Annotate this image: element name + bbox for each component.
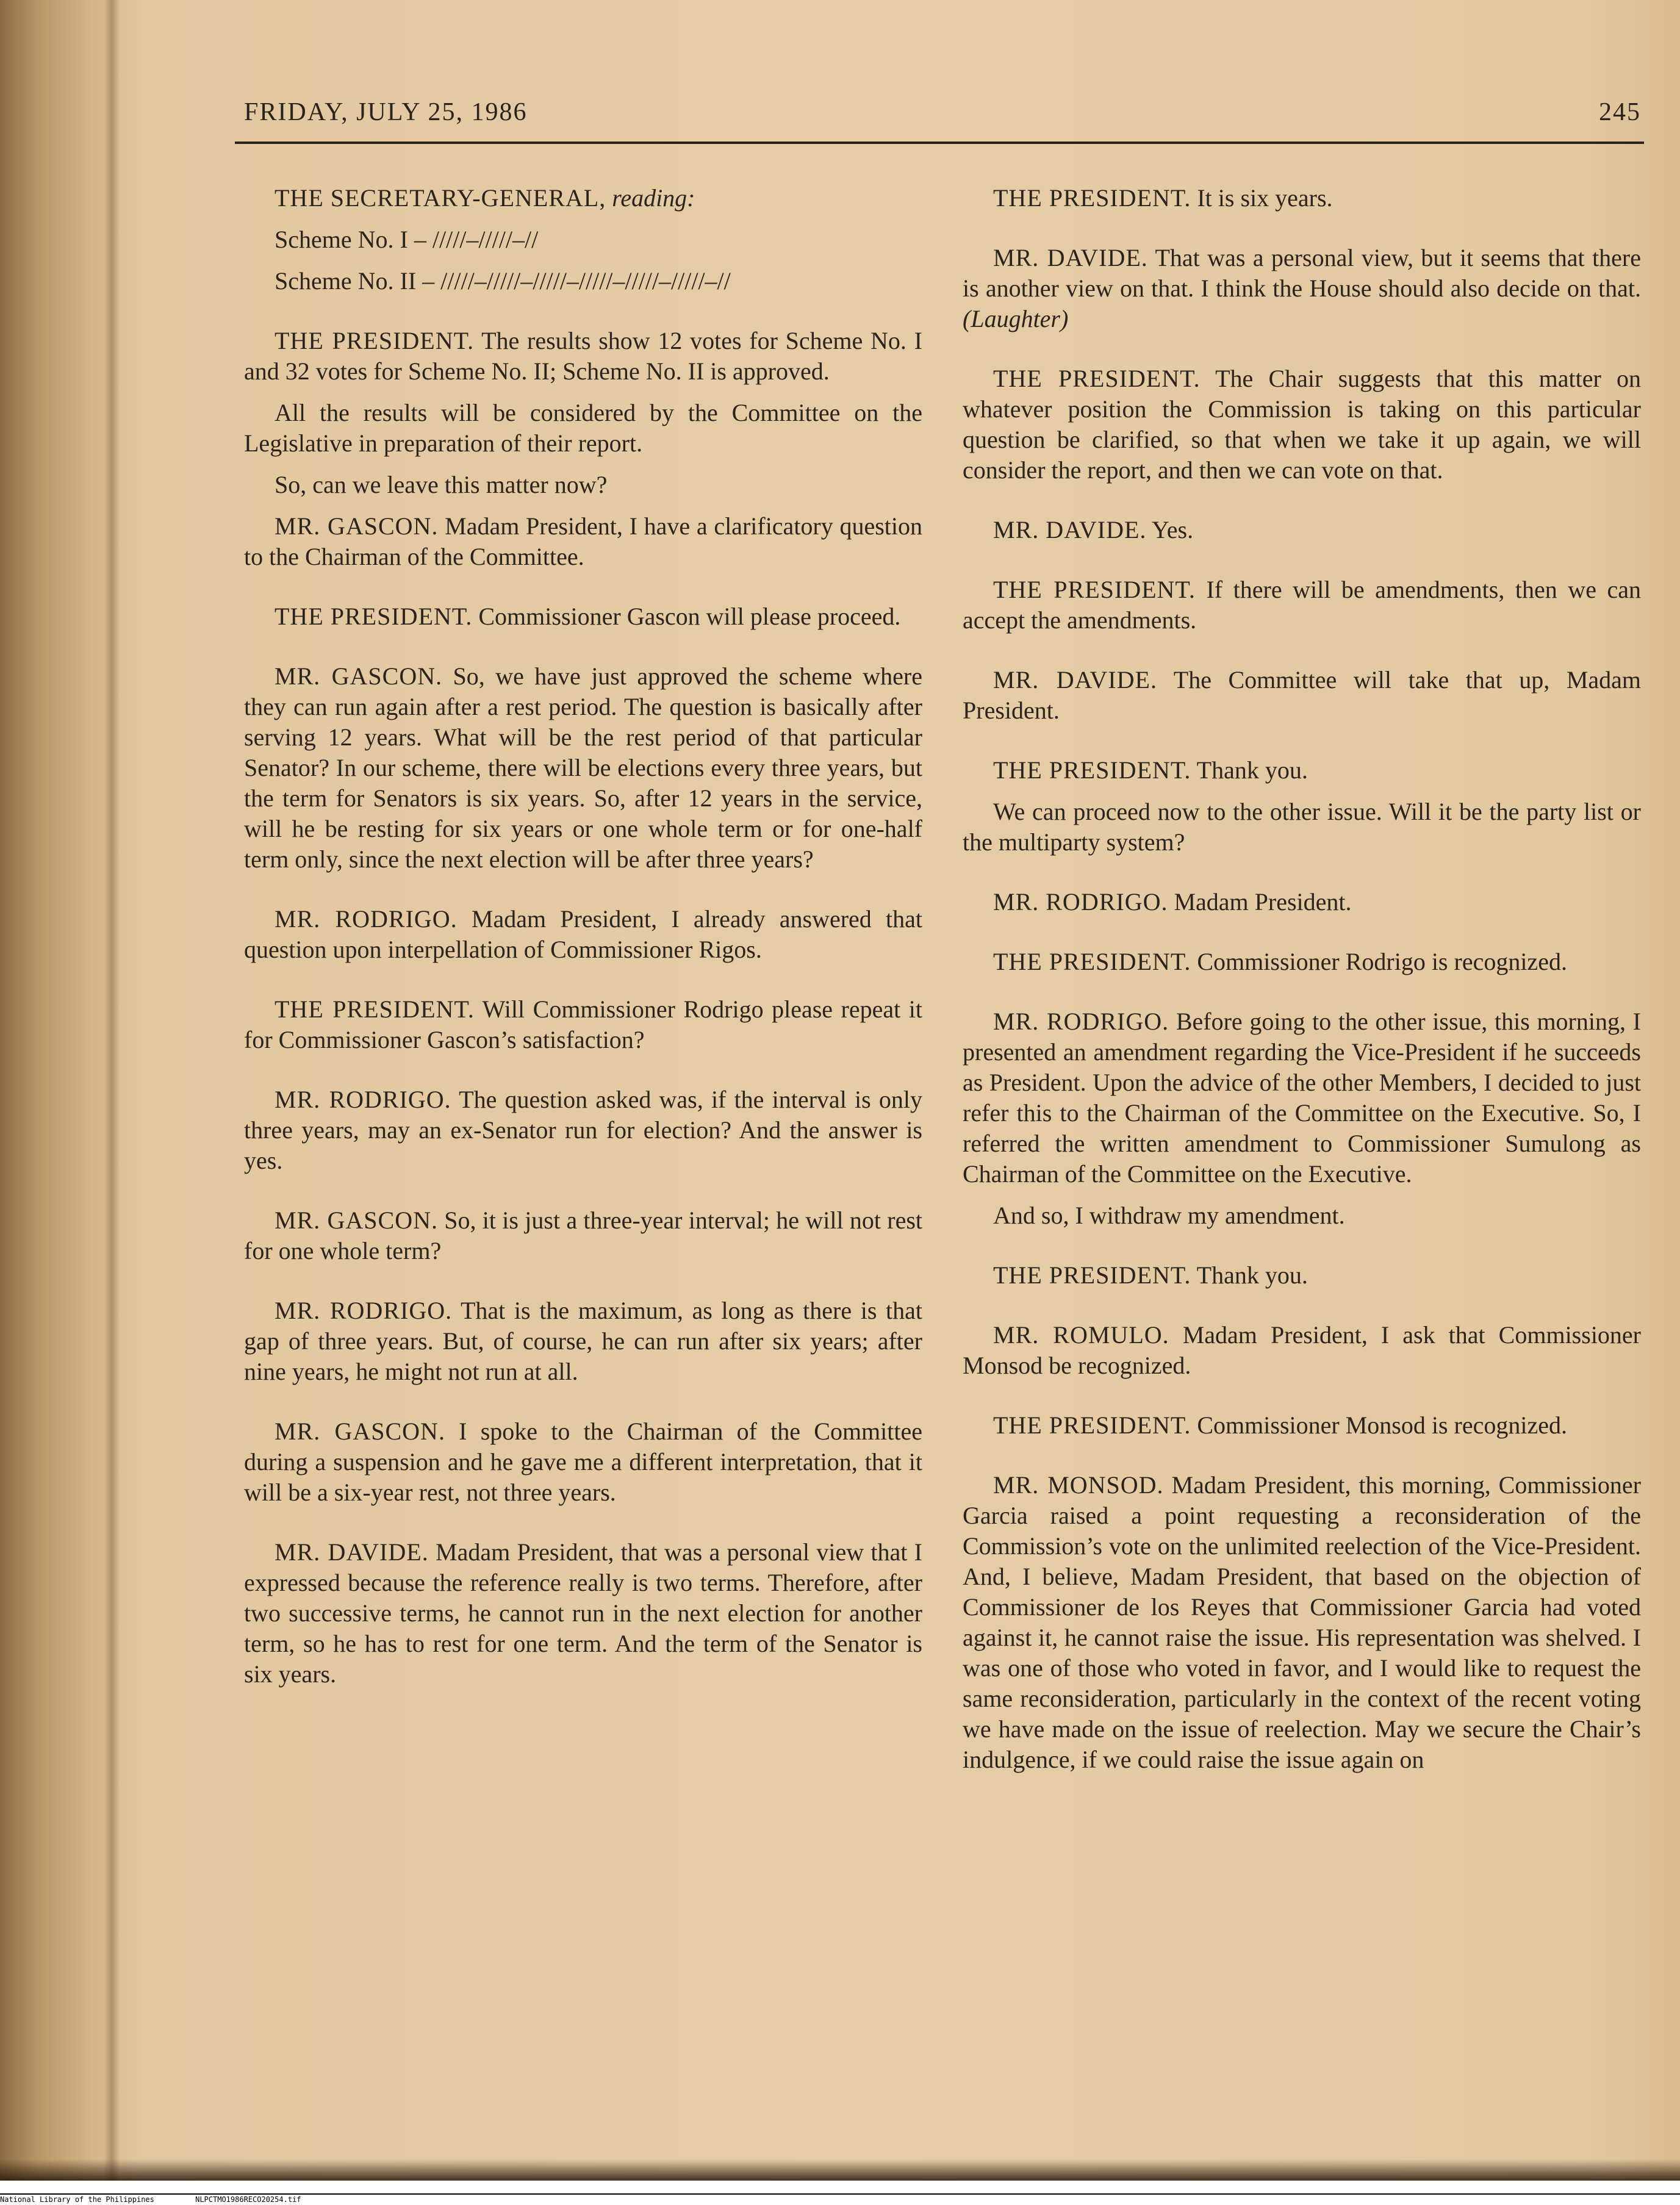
paragraph-text: Before going to the other issue, this morning, I presented an amendment regarding the Vice-President if he succeeds as President. Upon the advice of the other Members, I decided to just refer this to the Chairman of the Committee on the Executive. So, I referred the written amendment to Commissioner Sumulong as Chairman of the Committee on the Executive.	[963, 1008, 1641, 1188]
speaker-name: MR. RODRIGO.	[993, 888, 1168, 916]
paragraph	[244, 183, 922, 213]
speaker-name: MR. DAVIDE.	[993, 244, 1148, 271]
paragraph	[244, 1085, 922, 1176]
paragraph-text: Will Commissioner Rodrigo please repeat it for Commissioner Gascon’s satisfaction?	[244, 995, 922, 1053]
paragraph-text	[606, 184, 612, 212]
paragraph-text: Madam President, I have a clarificatory question to the Chairman of the Committee.	[244, 512, 922, 570]
paragraph-text: The Committee will take that up, Madam President.	[963, 666, 1641, 724]
speaker-name: THE SECRETARY-GENERAL,	[275, 184, 606, 212]
speaker-name: MR. MONSOD.	[993, 1471, 1164, 1499]
speaker-name: MR. DAVIDE.	[275, 1538, 429, 1566]
paragraph	[963, 887, 1641, 917]
footer-library: National Library of the Philippines	[0, 2195, 154, 2204]
speaker-name: THE PRESIDENT.	[993, 184, 1191, 212]
paragraph	[244, 511, 922, 572]
paragraph	[963, 1470, 1641, 1775]
paragraph	[963, 364, 1641, 486]
paragraph	[244, 398, 922, 459]
paragraph-text: The question asked was, if the interval is only three years, may an ex-Senator run for election? And the answer is yes.	[244, 1086, 922, 1174]
paragraph	[244, 326, 922, 387]
paragraph-text: Madam President, I already answered that question upon interpellation of Commissioner Rigos.	[244, 905, 922, 963]
paragraph	[963, 947, 1641, 977]
speaker-name: THE PRESIDENT.	[993, 1411, 1191, 1439]
speaker-name: THE PRESIDENT.	[993, 1261, 1191, 1289]
paragraph	[244, 1416, 922, 1508]
paragraph	[244, 601, 922, 632]
left-column	[244, 183, 922, 1690]
speaker-name: MR. RODRIGO.	[275, 1086, 451, 1113]
paragraph-text: That was a personal view, but it seems that there is another view on that. I think the House should also decide on that.	[963, 244, 1642, 302]
speaker-name: MR. DAVIDE.	[993, 516, 1147, 543]
paragraph	[963, 1260, 1641, 1291]
speaker-name: MR. RODRIGO.	[993, 1008, 1169, 1035]
gutter-shadow	[104, 0, 120, 2181]
paragraph-text: All the results will be considered by the Committee on the Legislative in preparation of their report.	[244, 399, 922, 457]
header-rule	[235, 142, 1644, 144]
page-number: 245	[1599, 98, 1641, 126]
paragraph	[244, 994, 922, 1055]
paragraph	[963, 797, 1641, 858]
paragraph-text: Commissioner Monsod is recognized.	[1191, 1411, 1567, 1439]
paragraph	[963, 575, 1641, 636]
paragraph-text: And so, I withdraw my amendment.	[993, 1202, 1345, 1229]
speaker-name: THE PRESIDENT.	[993, 948, 1191, 975]
paragraph-text: Madam President, I ask that Commissioner Monsod be recognized.	[963, 1321, 1642, 1379]
speaker-name: MR. GASCON.	[275, 662, 443, 690]
paragraph-text: I spoke to the Chairman of the Committee during a suspension and he gave me a different interpretation, that it will be a six-year rest, not three years.	[244, 1418, 923, 1506]
paragraph-text: Scheme No. I – /////–/////–//	[275, 226, 539, 253]
paragraph-text: That is the maximum, as long as there is that gap of three years. But, of course, he can run after six years; after nine years, he might not run at all.	[244, 1297, 922, 1385]
speaker-name: MR. GASCON.	[275, 1206, 438, 1234]
speaker-name: THE PRESIDENT.	[993, 365, 1201, 392]
paragraph-text: Commissioner Rodrigo is recognized.	[1191, 948, 1567, 975]
paragraph	[963, 1006, 1641, 1189]
paragraph	[963, 1200, 1641, 1231]
speaker-name: THE PRESIDENT.	[993, 756, 1191, 784]
paragraph	[963, 665, 1641, 726]
paragraph	[963, 183, 1641, 213]
paragraph-text: Scheme No. II – /////–/////–/////–/////–/////–/////–//	[275, 267, 731, 295]
paragraph-text: If there will be amendments, then we can accept the amendments.	[963, 576, 1641, 634]
paragraph	[244, 904, 922, 965]
paragraph	[963, 243, 1641, 334]
paragraph	[244, 470, 922, 500]
speaker-name: MR. RODRIGO.	[275, 1297, 453, 1324]
speaker-name: THE PRESIDENT.	[275, 603, 473, 630]
paragraph-text: So, it is just a three-year interval; he will not rest for one whole term?	[244, 1206, 922, 1264]
right-column	[963, 183, 1641, 1775]
stage-direction: reading:	[612, 184, 695, 212]
paragraph-text: Thank you.	[1191, 1261, 1308, 1289]
paragraph	[963, 755, 1641, 786]
speaker-name: MR. DAVIDE.	[993, 666, 1157, 694]
paragraph-text: Yes.	[1146, 516, 1194, 543]
speaker-name: THE PRESIDENT.	[993, 576, 1196, 603]
paragraph-text: Thank you.	[1191, 756, 1308, 784]
paragraph-text: So, can we leave this matter now?	[275, 471, 608, 498]
header-date: FRIDAY, JULY 25, 1986	[244, 98, 528, 126]
paragraph	[244, 661, 922, 875]
speaker-name: MR. GASCON.	[275, 512, 439, 540]
paragraph	[963, 515, 1641, 545]
paragraph	[244, 1296, 922, 1387]
scan-footer-text	[0, 2195, 1680, 2204]
paragraph-text: The Chair suggests that this matter on whatever position the Commission is taking on this particular question be clarified, so that when we take it up again, we will consider the report, and then we can vote on that.	[963, 365, 1641, 484]
speaker-name: THE PRESIDENT.	[275, 995, 475, 1023]
paragraph-text: We can proceed now to the other issue. Will it be the party list or the multiparty system?	[963, 798, 1641, 856]
paragraph-text: Madam President.	[1168, 888, 1352, 916]
paragraph-text: The results show 12 votes for Scheme No. I and 32 votes for Scheme No. II; Scheme No. II is approved.	[244, 327, 922, 385]
speaker-name: MR. RODRIGO.	[275, 905, 458, 933]
paragraph	[244, 224, 922, 255]
paragraph-text: So, we have just approved the scheme where they can run again after a rest period. The question is basically after serving 12 years. What will be the rest period of that particular Senator? In our scheme, there will be elections every three years, but the term for Senators is six years. So, after 12 years in the service, will he be resting for six years or one whole term or for one-half term only, since the next election will be after three years?	[244, 662, 922, 873]
paragraph	[244, 1537, 922, 1690]
page-bottom-shadow	[0, 2159, 1680, 2181]
speaker-name: MR. ROMULO.	[993, 1321, 1169, 1349]
paragraph-text: Madam President, that was a personal view that I expressed because the reference really is two terms. Therefore, after two successive terms, he cannot run in the next election for another term, so he has to rest for one term. And the term of the Senator is six years.	[244, 1538, 923, 1688]
paragraph	[244, 266, 922, 296]
paragraph	[244, 1205, 922, 1266]
paragraph	[963, 1410, 1641, 1441]
speaker-name: THE PRESIDENT.	[275, 327, 475, 354]
paragraph-text: It is six years.	[1191, 184, 1333, 212]
running-header	[244, 98, 1641, 134]
paragraph	[963, 1320, 1641, 1381]
speaker-name: MR. GASCON.	[275, 1418, 445, 1445]
paragraph-text: Commissioner Gascon will please proceed.	[472, 603, 901, 630]
footer-file: NLPCTMO1986RECO20254.tif	[195, 2195, 301, 2204]
stage-direction: (Laughter)	[963, 305, 1069, 332]
paragraph-text: Madam President, this morning, Commissioner Garcia raised a point requesting a reconsideration of the Commission’s vote on the unlimited reelection of the Vice-President. And, I believe, Madam President, that based on the objection of Commissioner de los Reyes that Commissioner Garcia had voted against it, he cannot raise the issue. His representation was shelved. I was one of those who voted in favor, and I would like to request the same reconsideration, particularly in the context of the recent voting we have made on the issue of reelection. May we secure the Chair’s indulgence, if we could raise the issue again on	[963, 1471, 1642, 1773]
